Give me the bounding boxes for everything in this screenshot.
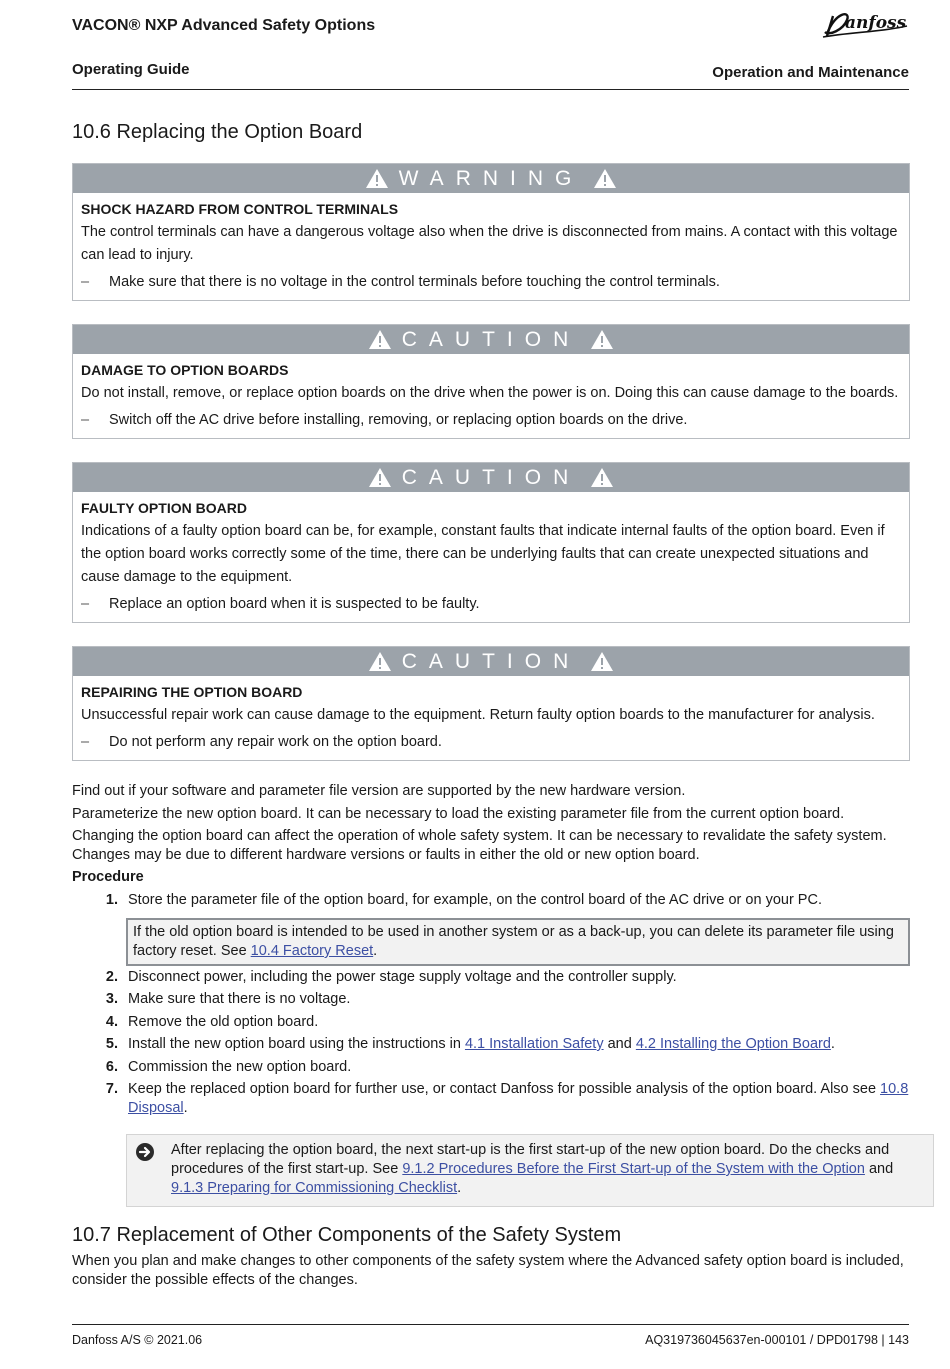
caution-header bbox=[73, 647, 909, 676]
caution-title: FAULTY OPTION BOARD bbox=[81, 500, 247, 516]
procedure-step bbox=[72, 1080, 909, 1118]
caution-triangle-icon bbox=[368, 651, 392, 672]
note-factory-reset bbox=[126, 918, 910, 966]
arrow-right-circle-icon bbox=[135, 1142, 155, 1162]
paragraph-changing-board: Changing the option board can affect the operation of whole safety system. It can be necessary to revalidate the safety system. Changes may be due to different hardware versions or faults in either the old or new option board. bbox=[72, 828, 887, 863]
link-disposal[interactable]: 10.8 Disposal bbox=[128, 1081, 909, 1116]
caution-bullet: – Switch off the AC drive before installing, removing, or replacing option boards on the drive. bbox=[81, 409, 901, 432]
caution-bullet: – Do not perform any repair work on the option board. bbox=[81, 731, 901, 754]
paragraph-software-version: Find out if your software and parameter file version are supported by the new hardware version. bbox=[72, 783, 686, 799]
section-heading-10-7: 10.7 Replacement of Other Components of the Safety System bbox=[72, 1224, 622, 1246]
footer-copyright: Danfoss A/S © 2021.06 bbox=[72, 1333, 203, 1347]
caution-triangle-icon bbox=[590, 329, 614, 350]
caution-triangle-icon bbox=[368, 467, 392, 488]
step-number: 7. bbox=[105, 1081, 118, 1097]
note-first-startup bbox=[126, 1134, 934, 1207]
step-text: Store the parameter file of the option board, for example, on the control board of the AC drive or on your PC. bbox=[128, 892, 822, 908]
caution-bullet: – Replace an option board when it is suspected to be faulty. bbox=[81, 593, 901, 616]
note-text: After replacing the option board, the next start-up is the first start-up of the new option board. Do the checks and procedures of the first start-up. See bbox=[171, 1142, 890, 1177]
step-number: 4. bbox=[105, 1014, 118, 1030]
caution-bullet-text: Switch off the AC drive before installing, removing, or replacing option boards on the drive. bbox=[109, 412, 688, 428]
footer-doc-id: AQ319736045637en-000101 / DPD01798 | 143 bbox=[645, 1333, 909, 1347]
warning-bullet-text: Make sure that there is no voltage in the control terminals before touching the control terminals. bbox=[109, 274, 720, 290]
procedure-step bbox=[72, 891, 909, 910]
step-text: Commission the new option board. bbox=[128, 1059, 352, 1075]
step-number: 5. bbox=[105, 1036, 118, 1052]
caution-text: Do not install, remove, or replace option boards on the drive when the power is on. Doing this can cause damage to the boards. bbox=[81, 385, 899, 401]
danfoss-logo bbox=[821, 6, 909, 40]
caution-triangle-icon bbox=[590, 467, 614, 488]
caution-text: Unsuccessful repair work can cause damage to the equipment. Return faulty option boards to the manufacturer for analysis. bbox=[81, 707, 875, 723]
note-text: If the old option board is intended to be used in another system or as a back-up, you can delete its parameter file using factory reset. See bbox=[133, 924, 894, 959]
warning-text: The control terminals can have a dangerous voltage also when the drive is disconnected from mains. A contact with this voltage can lead to injury. bbox=[81, 224, 898, 263]
procedure-label: Procedure bbox=[72, 869, 144, 885]
step-text-part: Keep the replaced option board for further use, or contact Danfoss for possible analysis of the option board. Also see bbox=[128, 1081, 881, 1097]
paragraph-other-components: When you plan and make changes to other components of the safety system where the Advanced safety option board is included, consider the possible effects of the changes. bbox=[72, 1253, 904, 1288]
caution-bullet-text: Replace an option board when it is suspected to be faulty. bbox=[109, 596, 480, 612]
link-installation-safety[interactable]: 4.1 Installation Safety bbox=[464, 1036, 604, 1052]
note-text-part: and bbox=[864, 1161, 894, 1177]
step-text bbox=[126, 1035, 909, 1054]
warning-header bbox=[73, 164, 909, 193]
header-rule bbox=[72, 89, 909, 90]
caution-box-repairing bbox=[72, 646, 910, 761]
procedure-step bbox=[72, 990, 909, 1009]
step-text-part: . bbox=[830, 1036, 835, 1052]
warning-triangle-icon bbox=[365, 168, 389, 189]
step-number: 1. bbox=[105, 892, 118, 908]
warning-box bbox=[72, 163, 910, 301]
paragraph-parameterize: Parameterize the new option board. It can be necessary to load the existing parameter file from the current option board. bbox=[72, 806, 845, 822]
step-number: 6. bbox=[105, 1059, 118, 1075]
caution-header bbox=[73, 463, 909, 492]
warning-triangle-icon bbox=[593, 168, 617, 189]
step-text: Remove the old option board. bbox=[128, 1014, 319, 1030]
link-factory-reset[interactable]: 10.4 Factory Reset bbox=[250, 943, 374, 959]
step-text: Disconnect power, including the power stage supply voltage and the controller supply. bbox=[128, 969, 677, 985]
caution-label: CAUTION bbox=[401, 327, 581, 351]
caution-text: Indications of a faulty option board can be, for example, constant faults that indicate internal faults of the option board. Even if the option board works correctly some of the time, there can be underlying faults that can create unexpected situations and cause damage to the equipment. bbox=[81, 523, 885, 585]
caution-triangle-icon bbox=[368, 329, 392, 350]
section-label: Operation and Maintenance bbox=[712, 64, 909, 81]
step-text-part: and bbox=[603, 1036, 636, 1052]
link-commissioning-checklist[interactable]: 9.1.3 Preparing for Commissioning Checklist bbox=[171, 1180, 458, 1196]
link-installing-option-board[interactable]: 4.2 Installing the Option Board bbox=[635, 1036, 831, 1052]
step-number: 2. bbox=[105, 969, 118, 985]
procedure-step bbox=[72, 1013, 909, 1032]
link-procedures-first-startup[interactable]: 9.1.2 Procedures Before the First Start-up of the System with the Option bbox=[402, 1161, 865, 1177]
footer-rule bbox=[72, 1324, 909, 1325]
caution-header bbox=[73, 325, 909, 354]
document-title: VACON® NXP Advanced Safety Options bbox=[72, 17, 376, 34]
step-number: 3. bbox=[105, 991, 118, 1007]
warning-bullet: – Make sure that there is no voltage in the control terminals before touching the control terminals. bbox=[81, 271, 901, 294]
procedure-step bbox=[72, 1035, 909, 1054]
section-heading-10-6: 10.6 Replacing the Option Board bbox=[72, 121, 363, 143]
procedure-step bbox=[72, 1058, 909, 1077]
caution-box-faulty-board bbox=[72, 462, 910, 623]
note-text-end: . bbox=[457, 1180, 462, 1196]
caution-label: CAUTION bbox=[401, 465, 581, 489]
caution-title: DAMAGE TO OPTION BOARDS bbox=[81, 362, 289, 378]
caution-triangle-icon bbox=[590, 651, 614, 672]
caution-label: CAUTION bbox=[401, 649, 581, 673]
warning-label: WARNING bbox=[398, 166, 584, 190]
warning-title: SHOCK HAZARD FROM CONTROL TERMINALS bbox=[81, 201, 399, 217]
caution-box-option-boards bbox=[72, 324, 910, 439]
procedure-step bbox=[72, 968, 909, 987]
caution-title: REPAIRING THE OPTION BOARD bbox=[81, 684, 303, 700]
step-text-part: . bbox=[183, 1100, 188, 1116]
step-text bbox=[126, 1080, 909, 1118]
caution-bullet-text: Do not perform any repair work on the option board. bbox=[109, 734, 442, 750]
step-text: Make sure that there is no voltage. bbox=[128, 991, 351, 1007]
guide-label: Operating Guide bbox=[72, 61, 190, 78]
step-text-part: Install the new option board using the instructions in bbox=[128, 1036, 465, 1052]
note-text-end: . bbox=[373, 943, 378, 959]
svg-text:anfoss: anfoss bbox=[845, 13, 907, 33]
